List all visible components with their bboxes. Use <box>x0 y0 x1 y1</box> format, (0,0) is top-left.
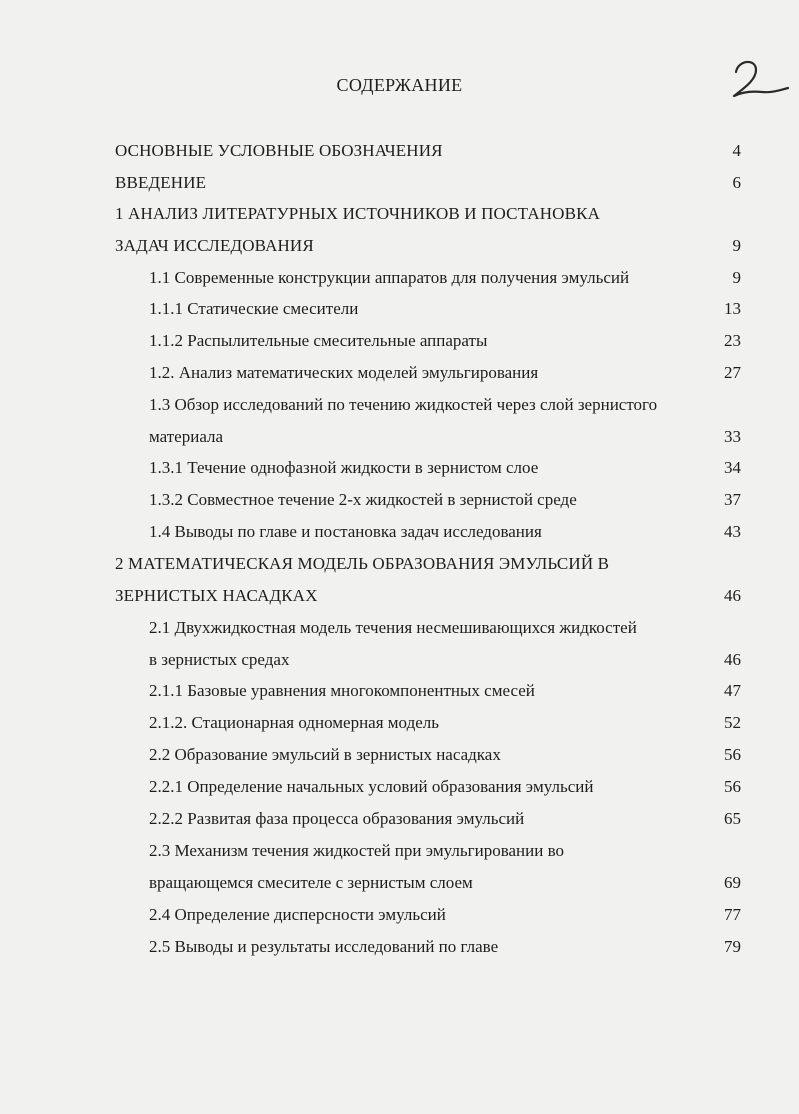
toc-entry-text: 2.2.1 Определение начальных условий образования эмульсий <box>149 777 594 796</box>
toc-entry-text: ВВЕДЕНИЕ <box>115 173 207 192</box>
toc-entry-text: 2 МАТЕМАТИЧЕСКАЯ МОДЕЛЬ ОБРАЗОВАНИЯ ЭМУЛЬСИЙ В <box>115 554 610 573</box>
toc-entry-text: 1 АНАЛИЗ ЛИТЕРАТУРНЫХ ИСТОЧНИКОВ И ПОСТАНОВКА <box>115 204 601 223</box>
toc-entry-page: 65 <box>724 809 741 828</box>
toc-entry-text: 1.3 Обзор исследований по течению жидкостей через слой зернистого <box>149 395 658 414</box>
toc-entry-page: 9 <box>732 268 741 287</box>
toc-entry-text: 2.3 Механизм течения жидкостей при эмульгировании во <box>149 841 565 860</box>
toc-entry-page: 9 <box>732 236 741 255</box>
toc-entry-page: 6 <box>732 173 741 192</box>
toc-entry-text: 2.1.1 Базовые уравнения многокомпонентных смесей <box>149 681 535 700</box>
toc-entry-page: 77 <box>724 905 741 924</box>
toc-entry-page: 43 <box>724 522 741 541</box>
toc-entry-text: 2.4 Определение дисперсности эмульсий <box>149 905 446 924</box>
toc-entry-page: 47 <box>724 681 741 700</box>
toc-entry-page: 56 <box>724 745 741 764</box>
toc-entry-page: 13 <box>724 299 741 318</box>
toc-entry-text: 1.1 Современные конструкции аппаратов для получения эмульсий <box>149 268 630 287</box>
toc-entry-text-continued: материала <box>149 427 224 446</box>
toc-entry-text: 2.5 Выводы и результаты исследований по главе <box>149 937 499 956</box>
toc-entry-text: 1.3.1 Течение однофазной жидкости в зернистом слое <box>149 458 539 477</box>
toc-entry-page: 69 <box>724 873 741 892</box>
toc-entry-page: 27 <box>724 363 741 382</box>
toc-entry-page: 79 <box>724 937 741 956</box>
toc-entry-page: 52 <box>724 713 741 732</box>
toc-entry-page: 33 <box>724 427 741 446</box>
toc-entry-page: 23 <box>724 331 741 350</box>
toc-entry-text: 1.4 Выводы по главе и постановка задач исследования <box>149 522 542 541</box>
toc-entry-text-continued: вращающемся смесителе с зернистым слоем <box>149 873 473 892</box>
toc-entry-page: 37 <box>724 490 741 509</box>
toc-entry-text: 2.1 Двухжидкостная модель течения несмешивающихся жидкостей <box>149 618 637 637</box>
toc-entry-text: 1.3.2 Совместное течение 2-х жидкостей в зернистой среде <box>149 490 577 509</box>
toc-entry-text-continued: в зернистых средах <box>149 650 290 669</box>
toc-entry-page: 34 <box>724 458 741 477</box>
toc-entry-text: 2.2.2 Развитая фаза процесса образования эмульсий <box>149 809 525 828</box>
toc-entry-text-continued: ЗЕРНИСТЫХ НАСАДКАХ <box>115 586 318 605</box>
toc-entry-page: 4 <box>732 141 741 160</box>
toc-entry-page: 46 <box>724 586 741 605</box>
contents-title: СОДЕРЖАНИЕ <box>336 75 463 95</box>
toc-entry-page: 46 <box>724 650 741 669</box>
toc-entry-text: ОСНОВНЫЕ УСЛОВНЫЕ ОБОЗНАЧЕНИЯ <box>115 141 443 160</box>
toc-entry-text: 2.2 Образование эмульсий в зернистых насадках <box>149 745 501 764</box>
toc-entry-text: 1.2. Анализ математических моделей эмульгирования <box>149 363 539 382</box>
toc-entry-text: 1.1.2 Распылительные смесительные аппараты <box>149 331 488 350</box>
toc-entry-text: 2.1.2. Стационарная одномерная модель <box>149 713 439 732</box>
toc-entry-page: 56 <box>724 777 741 796</box>
toc-entry-text: 1.1.1 Статические смесители <box>149 299 359 318</box>
toc-entry-text-continued: ЗАДАЧ ИССЛЕДОВАНИЯ <box>115 236 314 255</box>
